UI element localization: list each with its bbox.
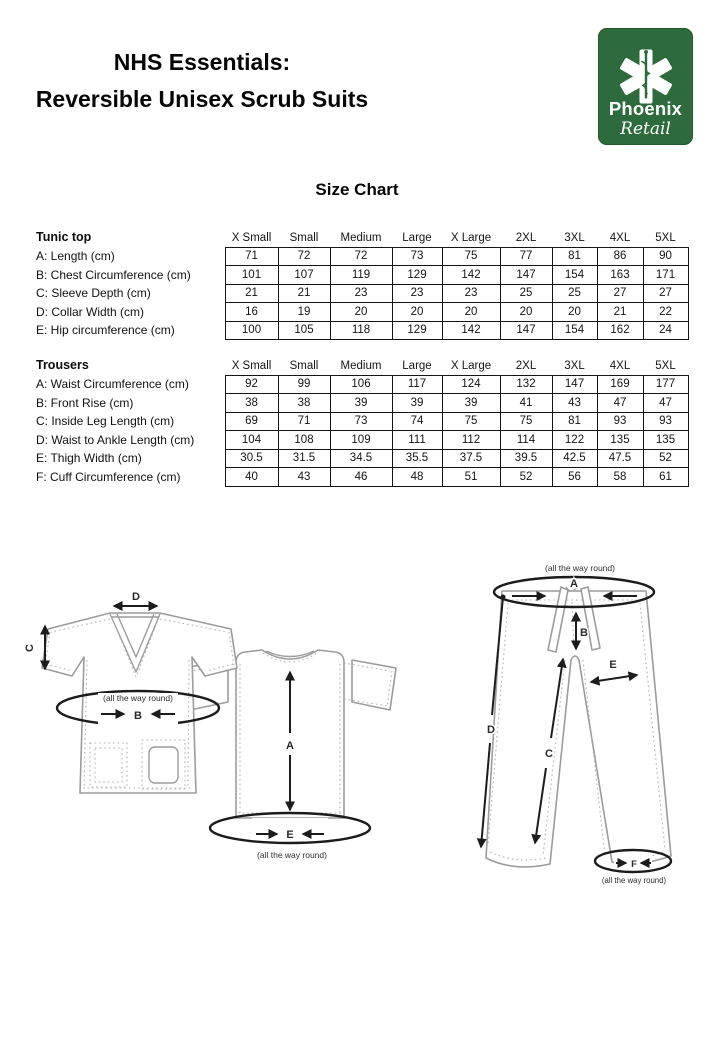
trousers-size-table	[36, 354, 689, 487]
size-value-cell: 52	[500, 468, 552, 487]
size-value-cell: 106	[330, 375, 392, 394]
table-row	[36, 394, 688, 413]
size-value-cell: 122	[552, 431, 597, 450]
table-row	[36, 266, 688, 285]
logo-subbrand-text: Retail	[620, 119, 671, 139]
size-column-header: Medium	[340, 231, 382, 244]
collar-label-d: D	[132, 591, 140, 603]
size-value-cell: 58	[597, 468, 643, 487]
measurement-row-label: F: Cuff Circumference (cm)	[36, 469, 181, 484]
size-value-cell: 20	[552, 303, 597, 322]
size-chart-heading: Size Chart	[315, 180, 399, 199]
measurement-diagrams-figure	[0, 550, 720, 940]
size-value-cell: 20	[442, 303, 500, 322]
size-value-cell: 81	[552, 247, 597, 266]
length-label-a: A	[286, 740, 294, 752]
size-value-cell: 37.5	[442, 449, 500, 468]
all-the-way-round-note: (all the way round)	[545, 563, 615, 573]
size-column-header: 4XL	[609, 359, 631, 372]
sleeve-depth-label-c: C	[24, 644, 36, 652]
table-row	[36, 303, 688, 322]
table-row	[36, 284, 688, 303]
title-line-2: Reversible Unisex Scrub Suits	[35, 86, 369, 112]
size-column-header: X Large	[450, 359, 492, 372]
hip-label-e: E	[286, 829, 294, 841]
size-value-cell: 47	[597, 394, 643, 413]
measurement-row-label: C: Sleeve Depth (cm)	[36, 286, 151, 301]
size-value-cell: 16	[225, 303, 278, 322]
size-value-cell: 23	[330, 284, 392, 303]
measurement-row-label: A: Waist Circumference (cm)	[36, 377, 189, 392]
size-value-cell: 162	[597, 321, 643, 340]
size-value-cell: 101	[225, 266, 278, 285]
size-value-cell: 21	[225, 284, 278, 303]
size-value-cell: 24	[643, 321, 688, 340]
size-value-cell: 177	[643, 375, 688, 394]
size-header-row	[36, 354, 688, 375]
front-rise-label-b: B	[580, 627, 588, 639]
size-value-cell: 154	[552, 266, 597, 285]
measurement-row-label: A: Length (cm)	[36, 249, 115, 264]
size-value-cell: 30.5	[225, 449, 278, 468]
size-value-cell: 56	[552, 468, 597, 487]
table-row	[36, 247, 688, 266]
size-value-cell: 40	[225, 468, 278, 487]
all-the-way-round-note: (all the way round)	[601, 876, 667, 885]
size-value-cell: 147	[500, 266, 552, 285]
measurement-row-label: D: Waist to Ankle Length (cm)	[36, 432, 195, 447]
cuff-label-f: F	[631, 859, 637, 870]
size-column-header: 2XL	[515, 231, 537, 244]
size-value-cell: 74	[392, 412, 442, 431]
table-row	[36, 468, 688, 487]
size-value-cell: 171	[643, 266, 688, 285]
size-value-cell: 22	[643, 303, 688, 322]
waist-ankle-label-d: D	[487, 724, 495, 736]
size-value-cell: 147	[500, 321, 552, 340]
size-value-cell: 163	[597, 266, 643, 285]
measurement-row-label: C: Inside Leg Length (cm)	[36, 414, 175, 429]
size-value-cell: 47.5	[597, 449, 643, 468]
table-row	[36, 321, 688, 340]
size-value-cell: 105	[278, 321, 330, 340]
size-value-cell: 34.5	[330, 449, 392, 468]
size-column-header: Large	[402, 359, 432, 372]
size-value-cell: 169	[597, 375, 643, 394]
size-value-cell: 72	[330, 247, 392, 266]
measurement-row-label: B: Front Rise (cm)	[36, 395, 134, 410]
size-value-cell: 46	[330, 468, 392, 487]
size-value-cell: 77	[500, 247, 552, 266]
table-row	[36, 412, 688, 431]
size-value-cell: 72	[278, 247, 330, 266]
size-value-cell: 111	[392, 431, 442, 450]
size-value-cell: 25	[552, 284, 597, 303]
measurement-row-label: E: Hip circumference (cm)	[36, 323, 175, 338]
size-column-header: Large	[402, 231, 432, 244]
size-value-cell: 41	[500, 394, 552, 413]
size-value-cell: 81	[552, 412, 597, 431]
size-column-header: Medium	[340, 359, 382, 372]
size-value-cell: 142	[442, 266, 500, 285]
size-value-cell: 20	[330, 303, 392, 322]
table-row	[36, 431, 688, 450]
thigh-label-e: E	[609, 659, 617, 671]
size-value-cell: 20	[392, 303, 442, 322]
size-column-header: Small	[289, 231, 319, 244]
size-value-cell: 135	[597, 431, 643, 450]
size-value-cell: 38	[225, 394, 278, 413]
size-value-cell: 114	[500, 431, 552, 450]
size-value-cell: 109	[330, 431, 392, 450]
size-value-cell: 92	[225, 375, 278, 394]
star-of-life-icon	[613, 33, 679, 93]
size-value-cell: 86	[597, 247, 643, 266]
measurement-row-label: E: Thigh Width (cm)	[36, 451, 142, 466]
size-value-cell: 73	[392, 247, 442, 266]
all-the-way-round-note: (all the way round)	[103, 693, 173, 703]
size-value-cell: 71	[278, 412, 330, 431]
size-value-cell: 43	[278, 468, 330, 487]
size-value-cell: 21	[597, 303, 643, 322]
size-value-cell: 19	[278, 303, 330, 322]
size-value-cell: 52	[643, 449, 688, 468]
size-column-header: 2XL	[515, 359, 537, 372]
size-value-cell: 117	[392, 375, 442, 394]
size-value-cell: 118	[330, 321, 392, 340]
size-value-cell: 90	[643, 247, 688, 266]
size-value-cell: 48	[392, 468, 442, 487]
size-value-cell: 51	[442, 468, 500, 487]
size-value-cell: 27	[597, 284, 643, 303]
table-row	[36, 449, 688, 468]
size-value-cell: 104	[225, 431, 278, 450]
size-value-cell: 23	[442, 284, 500, 303]
size-value-cell: 112	[442, 431, 500, 450]
size-value-cell: 39	[330, 394, 392, 413]
size-value-cell: 31.5	[278, 449, 330, 468]
size-column-header: 3XL	[564, 231, 585, 244]
size-header-row	[36, 226, 688, 247]
size-value-cell: 99	[278, 375, 330, 394]
size-column-header: 5XL	[655, 231, 676, 244]
size-value-cell: 129	[392, 266, 442, 285]
size-value-cell: 73	[330, 412, 392, 431]
size-value-cell: 108	[278, 431, 330, 450]
size-value-cell: 124	[442, 375, 500, 394]
tunic-top-size-table	[36, 226, 689, 340]
size-value-cell: 93	[643, 412, 688, 431]
measurement-row-label: D: Collar Width (cm)	[36, 304, 145, 319]
all-the-way-round-note: (all the way round)	[257, 850, 327, 860]
size-value-cell: 132	[500, 375, 552, 394]
size-value-cell: 71	[225, 247, 278, 266]
phoenix-retail-logo	[598, 28, 693, 145]
tunic-back-diagram	[184, 650, 396, 860]
size-value-cell: 119	[330, 266, 392, 285]
size-value-cell: 43	[552, 394, 597, 413]
size-column-header: 5XL	[655, 359, 676, 372]
size-value-cell: 142	[442, 321, 500, 340]
size-value-cell: 23	[392, 284, 442, 303]
size-value-cell: 154	[552, 321, 597, 340]
table-title: Tunic top	[36, 230, 92, 244]
title-line-1: NHS Essentials:	[113, 49, 291, 75]
size-value-cell: 100	[225, 321, 278, 340]
size-value-cell: 39	[392, 394, 442, 413]
trousers-diagram	[481, 563, 671, 885]
measurement-row-label: B: Chest Circumference (cm)	[36, 267, 191, 282]
logo-brand-text: Phoenix	[608, 98, 683, 119]
size-column-header: X Large	[450, 231, 492, 244]
size-value-cell: 135	[643, 431, 688, 450]
table-row	[36, 375, 688, 394]
size-value-cell: 93	[597, 412, 643, 431]
size-value-cell: 61	[643, 468, 688, 487]
size-value-cell: 27	[643, 284, 688, 303]
document-title	[0, 44, 404, 118]
inside-leg-label-c: C	[545, 748, 553, 760]
size-column-header: X Small	[231, 359, 272, 372]
size-value-cell: 129	[392, 321, 442, 340]
size-value-cell: 38	[278, 394, 330, 413]
chest-label-b: B	[134, 710, 142, 722]
size-value-cell: 107	[278, 266, 330, 285]
size-value-cell: 42.5	[552, 449, 597, 468]
size-value-cell: 20	[500, 303, 552, 322]
size-value-cell: 35.5	[392, 449, 442, 468]
size-value-cell: 75	[442, 247, 500, 266]
size-value-cell: 39	[442, 394, 500, 413]
size-value-cell: 75	[500, 412, 552, 431]
size-column-header: X Small	[231, 231, 272, 244]
waist-label-a: A	[570, 578, 578, 590]
size-column-header: Small	[289, 359, 319, 372]
size-column-header: 3XL	[564, 359, 585, 372]
size-column-header: 4XL	[609, 231, 631, 244]
size-value-cell: 25	[500, 284, 552, 303]
size-value-cell: 75	[442, 412, 500, 431]
size-value-cell: 21	[278, 284, 330, 303]
size-value-cell: 147	[552, 375, 597, 394]
size-value-cell: 69	[225, 412, 278, 431]
size-value-cell: 47	[643, 394, 688, 413]
table-title: Trousers	[36, 358, 89, 372]
size-value-cell: 39.5	[500, 449, 552, 468]
